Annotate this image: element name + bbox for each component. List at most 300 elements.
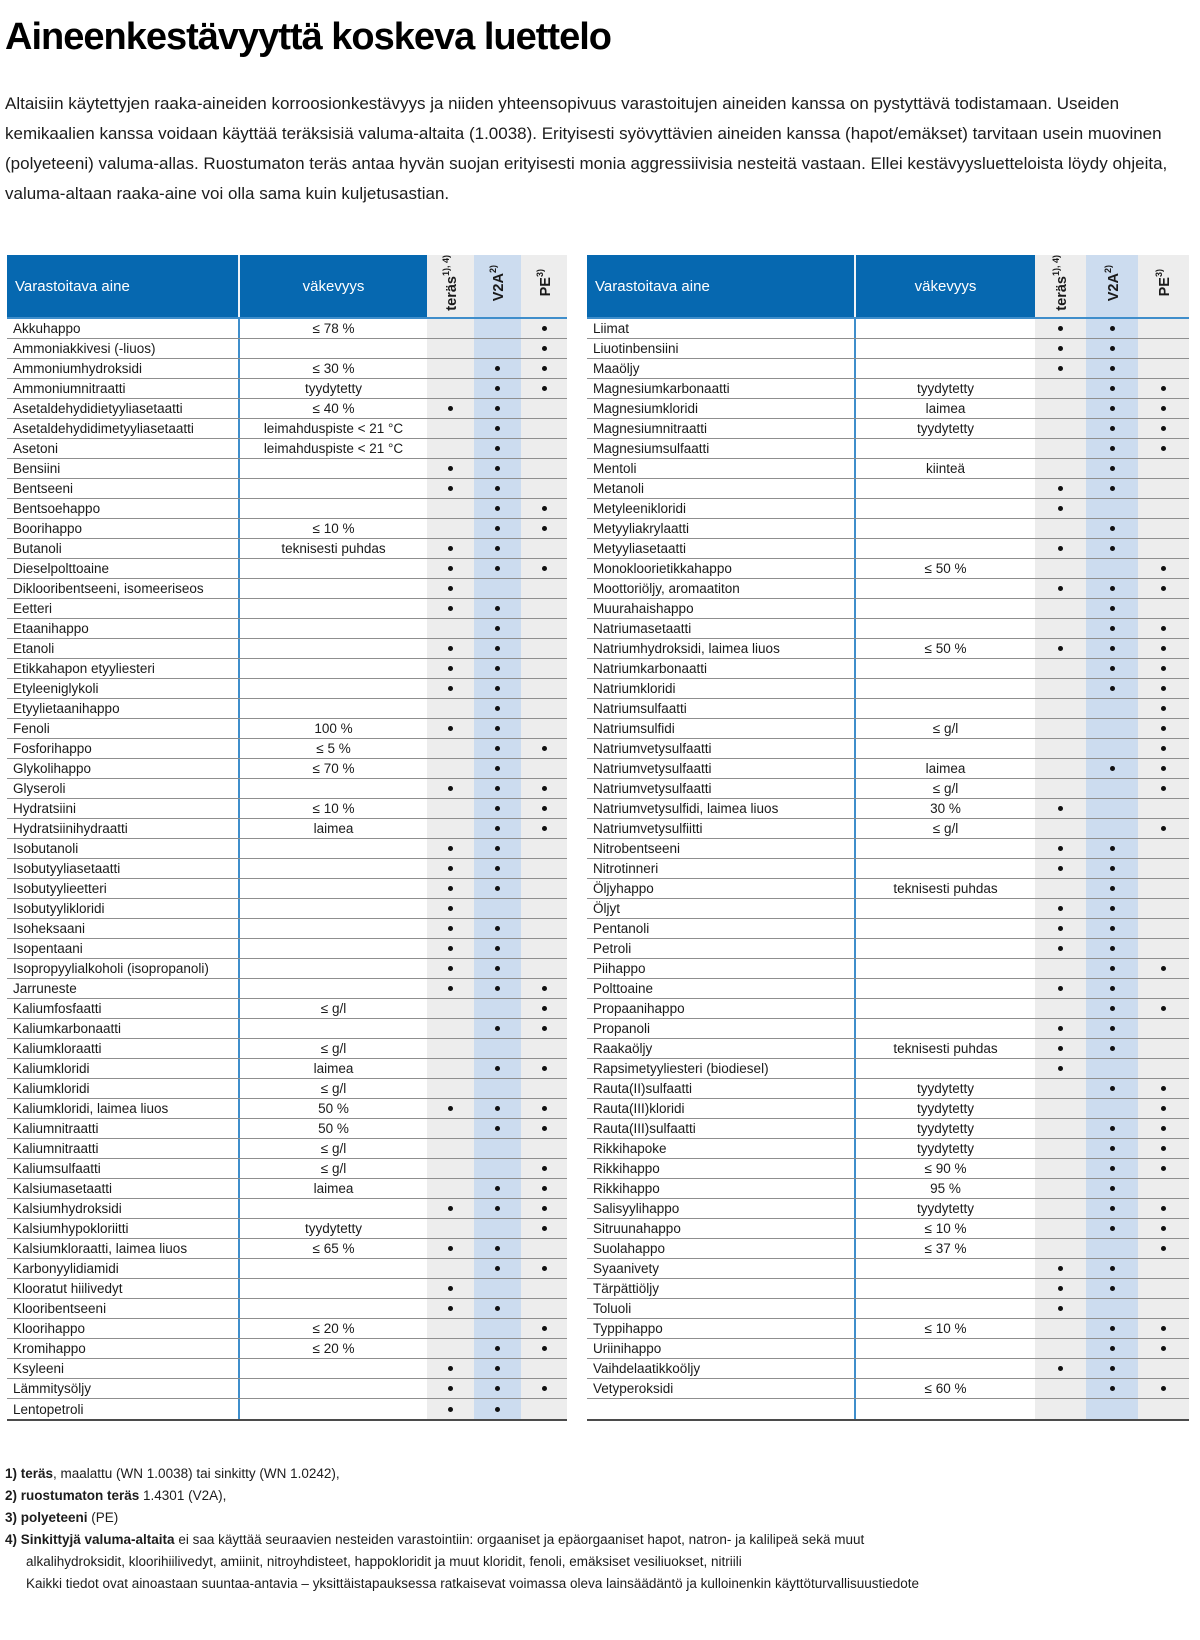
concentration-cell [854,659,1035,678]
compatibility-dot [1110,926,1115,931]
compatibility-dot [1110,1186,1115,1191]
substance-cell: Isopentaani [13,941,83,956]
substance-cell: Etyleeniglykoli [13,681,99,696]
table-row [587,1319,1189,1339]
compatibility-dot [1110,606,1115,611]
compatibility-dot [1058,1266,1063,1271]
substance-cell: Natriumvetysulfidi, laimea liuos [593,801,779,816]
substance-cell: Asetaldehydidimetyyliasetaatti [13,421,194,436]
compatibility-dot [1161,1106,1166,1111]
steel-cell [1035,1299,1086,1318]
steel-cell [1035,679,1086,698]
pe-cell [1138,979,1189,998]
pe-cell [521,559,567,578]
steel-cell [1035,739,1086,758]
concentration-cell [854,999,1035,1018]
concentration-cell [854,1339,1035,1358]
steel-cell [1035,1139,1086,1158]
substance-cell: Vetyperoksidi [593,1381,674,1396]
steel-cell [427,919,474,938]
pe-cell [1138,739,1189,758]
v2a-cell [1086,799,1138,818]
v2a-cell [1086,919,1138,938]
compatibility-dot [495,846,500,851]
table-row [587,719,1189,739]
substance-cell: Öljyt [593,901,620,916]
v2a-column-header [1086,255,1138,317]
concentration-cell: ≤ g/l [238,1079,427,1098]
steel-cell [427,479,474,498]
pe-cell [521,1279,567,1298]
v2a-cell [474,619,521,638]
substance-cell: Kaliumsulfaatti [13,1161,101,1176]
compatibility-dot [1110,1126,1115,1131]
concentration-cell: laimea [854,399,1035,418]
steel-cell [1035,539,1086,558]
pe-cell [1138,799,1189,818]
table-row [587,419,1189,439]
pe-cell [1138,559,1189,578]
compatibility-dot [1058,1366,1063,1371]
table-row [587,679,1189,699]
compatibility-dot [448,946,453,951]
compatibility-dot [542,806,547,811]
table-row [587,559,1189,579]
pe-cell [521,999,567,1018]
substance-cell: Raakaöljy [593,1041,653,1056]
substance-cell: Liimat [593,321,630,336]
table-row [587,699,1189,719]
compatibility-dot [495,606,500,611]
substance-cell: Natriumvetysulfaatti [593,781,712,796]
substance-cell: Natriumasetaatti [593,621,692,636]
v2a-cell [1086,619,1138,638]
footnote-line [5,1507,1192,1529]
pe-cell [521,339,567,358]
compatibility-dot [1058,366,1063,371]
steel-cell [427,459,474,478]
v2a-cell [1086,719,1138,738]
compatibility-dot [495,1266,500,1271]
substance-cell: Isobutanoli [13,841,79,856]
compatibility-dot [1058,1046,1063,1051]
steel-column-header [427,255,474,317]
substance-cell: Piihappo [593,961,646,976]
v2a-cell [474,439,521,458]
substance-cell: Rauta(II)sulfaatti [593,1081,693,1096]
compatibility-dot [448,1386,453,1391]
table-row [7,439,567,459]
table-row [7,999,567,1019]
table-row [587,1399,1189,1419]
steel-cell [427,1139,474,1158]
compatibility-dot [495,1246,500,1251]
pe-cell [1138,519,1189,538]
compatibility-dot [1110,1226,1115,1231]
pe-cell [521,1079,567,1098]
pe-cell [1138,1099,1189,1118]
substance-cell: Magnesiumkarbonaatti [593,381,730,396]
v2a-cell [1086,499,1138,518]
concentration-cell: tyydytetty [854,419,1035,438]
table-row [587,619,1189,639]
steel-cell [1035,319,1086,338]
table-row [587,919,1189,939]
compatibility-dot [448,586,453,591]
compatibility-dot [495,506,500,511]
steel-cell [1035,1039,1086,1058]
compatibility-dot [448,1306,453,1311]
concentration-cell: teknisesti puhdas [854,1039,1035,1058]
table-row [7,479,567,499]
steel-cell [1035,1319,1086,1338]
pe-cell [521,519,567,538]
steel-cell [427,739,474,758]
compatibility-dot [1161,586,1166,591]
v2a-cell [474,359,521,378]
table-row [587,639,1189,659]
substance-cell: Natriumvetysulfiitti [593,821,703,836]
compatibility-dot [448,606,453,611]
steel-cell [1035,1159,1086,1178]
compatibility-tables [7,255,1192,1421]
pe-cell [1138,399,1189,418]
compatibility-dot [1161,826,1166,831]
concentration-cell [854,1019,1035,1038]
compatibility-dot [495,646,500,651]
substance-cell: Asetaldehydidietyyliasetaatti [13,401,183,416]
substance-cell: Asetoni [13,441,59,456]
steel-cell [427,1059,474,1078]
concentration-cell: laimea [238,1179,427,1198]
table-row [587,759,1189,779]
material-label: PE [1156,277,1173,297]
table-row [7,759,567,779]
compatibility-dot [1110,486,1115,491]
substance-cell: Isobutyylieetteri [13,881,107,896]
pe-cell [521,1059,567,1078]
footnote-bold: 2) ruostumaton teräs [5,1488,140,1503]
pe-cell [521,1379,567,1398]
pe-cell [1138,1119,1189,1138]
compatibility-dot [495,1386,500,1391]
substance-cell: Liuotinbensiini [593,341,679,356]
compatibility-dot [495,706,500,711]
table-row [7,1059,567,1079]
v2a-cell [1086,839,1138,858]
compatibility-dot [542,1166,547,1171]
v2a-cell [474,1159,521,1178]
substance-cell: Öljyhappo [593,881,654,896]
compatibility-dot [1161,1326,1166,1331]
page-title: Aineenkestävyyttä koskeva luettelo [5,16,611,58]
pe-cell [1138,819,1189,838]
compatibility-dot [1161,446,1166,451]
concentration-cell [238,559,427,578]
steel-cell [427,999,474,1018]
pe-cell [1138,679,1189,698]
table-row [7,639,567,659]
steel-cell [427,539,474,558]
steel-cell [427,559,474,578]
pe-cell [1138,379,1189,398]
compatibility-dot [542,386,547,391]
concentration-cell: ≤ 10 % [238,519,427,538]
compatibility-dot [542,786,547,791]
table-row [587,979,1189,999]
substance-cell: Eetteri [13,601,53,616]
steel-cell [427,1399,474,1419]
concentration-cell: ≤ 37 % [854,1239,1035,1258]
steel-cell [1035,699,1086,718]
table-row [587,1339,1189,1359]
steel-cell [1035,459,1086,478]
compatibility-dot [1058,1306,1063,1311]
compatibility-dot [495,466,500,471]
v2a-cell [474,1359,521,1378]
compatibility-dot [495,786,500,791]
pe-cell [1138,1319,1189,1338]
pe-cell [521,759,567,778]
compatibility-dot [448,1286,453,1291]
compatibility-dot [1110,446,1115,451]
pe-column-label [535,269,554,296]
steel-cell [427,1199,474,1218]
v2a-cell [474,499,521,518]
v2a-cell [474,1139,521,1158]
v2a-cell [474,399,521,418]
v2a-cell [1086,859,1138,878]
substance-cell: Sitruunahappo [593,1221,681,1236]
footnote-text: (PE) [87,1510,119,1525]
substance-cell: Hydratsiinihydraatti [13,821,128,836]
steel-cell [1035,359,1086,378]
compatibility-dot [495,366,500,371]
table-row [7,819,567,839]
substance-cell: Rapsimetyyliesteri (biodiesel) [593,1061,769,1076]
concentration-cell [854,519,1035,538]
compatibility-dot [542,1006,547,1011]
compatibility-dot [448,986,453,991]
footnote-text: Kaikki tiedot ovat ainoastaan suuntaa-antavia – yksittäistapauksessa ratkaisevat voimassa oleva lainsäädäntö ja kulloinenkin käyttöturvallisuustiedote [26,1576,920,1591]
concentration-cell: ≤ g/l [238,1139,427,1158]
compatibility-dot [448,1206,453,1211]
concentration-cell: ≤ g/l [238,999,427,1018]
pe-cell [1138,1359,1189,1378]
v2a-cell [474,1339,521,1358]
compatibility-dot [1110,686,1115,691]
pe-cell [521,1299,567,1318]
v2a-cell [474,1179,521,1198]
table-row [7,579,567,599]
concentration-cell: laimea [238,819,427,838]
substance-cell: Muurahaishappo [593,601,694,616]
compatibility-dot [1161,1006,1166,1011]
table-row [7,899,567,919]
compatibility-dot [1058,946,1063,951]
concentration-cell [854,339,1035,358]
compatibility-dot [1110,1026,1115,1031]
v2a-cell [474,959,521,978]
compatibility-dot [1161,706,1166,711]
substance-cell: Isobutyylikloridi [13,901,105,916]
compatibility-dot [1161,426,1166,431]
table-row [587,799,1189,819]
compatibility-dot [542,1266,547,1271]
steel-cell [1035,779,1086,798]
v2a-cell [474,919,521,938]
concentration-cell: laimea [854,759,1035,778]
v2a-cell [1086,999,1138,1018]
pe-cell [1138,419,1189,438]
pe-cell [521,699,567,718]
compatibility-dot [1058,1286,1063,1291]
compatibility-dot [542,366,547,371]
v2a-cell [474,659,521,678]
concentration-cell [854,479,1035,498]
v2a-cell [1086,419,1138,438]
pe-column-header [521,255,567,317]
table-row [7,419,567,439]
pe-cell [521,1099,567,1118]
concentration-cell [238,599,427,618]
table-row [7,1099,567,1119]
v2a-cell [1086,1219,1138,1238]
concentration-cell: tyydytetty [854,1139,1035,1158]
substance-cell: Moottoriöljy, aromaatiton [593,581,740,596]
v2a-cell [474,719,521,738]
compatibility-dot [495,446,500,451]
table-row [587,1039,1189,1059]
compatibility-dot [448,866,453,871]
pe-cell [521,1239,567,1258]
substance-cell [587,1399,854,1419]
substance-cell: Propanoli [593,1021,651,1036]
concentration-cell: ≤ 65 % [238,1239,427,1258]
v2a-cell [1086,439,1138,458]
compatibility-dot [495,1407,500,1412]
v2a-cell [474,539,521,558]
compatibility-dot [1161,1386,1166,1391]
substance-cell: Isobutyyliasetaatti [13,861,121,876]
concentration-cell [238,579,427,598]
table-row [587,1359,1189,1379]
concentration-cell [238,459,427,478]
pe-cell [521,379,567,398]
steel-cell [1035,939,1086,958]
substance-cell: Kalsiumkloraatti, laimea liuos [13,1241,188,1256]
compatibility-dot [448,406,453,411]
compatibility-dot [495,726,500,731]
steel-cell [427,759,474,778]
concentration-cell [854,619,1035,638]
concentration-cell [854,1299,1035,1318]
compatibility-dot [542,986,547,991]
substance-cell: Pentanoli [593,921,650,936]
table-row [7,1019,567,1039]
table-row [587,1279,1189,1299]
compatibility-dot [1110,326,1115,331]
compatibility-dot [495,886,500,891]
table-header-row [587,255,1189,319]
compatibility-dot [448,486,453,491]
concentration-cell [854,919,1035,938]
concentration-cell [854,979,1035,998]
substance-cell: Fosforihappo [13,741,92,756]
table-row [587,1079,1189,1099]
substance-cell: Syaanivety [593,1261,660,1276]
steel-cell [427,339,474,358]
v2a-column-label [488,265,507,301]
pe-cell [1138,939,1189,958]
v2a-cell [1086,1399,1138,1419]
concentration-cell [238,1279,427,1298]
compatibility-dot [448,886,453,891]
pe-cell [1138,1299,1189,1318]
compatibility-dot [448,966,453,971]
compatibility-dot [1110,1286,1115,1291]
pe-cell [521,1119,567,1138]
compatibility-dot [1161,1146,1166,1151]
footnote-reference: 2) [488,264,499,273]
substance-cell: Glykolihappo [13,761,92,776]
pe-cell [1138,1219,1189,1238]
pe-cell [1138,1179,1189,1198]
substance-cell: Kaliumnitraatti [13,1141,99,1156]
table-body [7,319,567,1419]
substance-cell: Mentoli [593,461,637,476]
steel-cell [427,959,474,978]
v2a-cell [1086,1139,1138,1158]
compatibility-dot [1161,746,1166,751]
pe-cell [521,659,567,678]
substance-cell: Kaliumkloridi, laimea liuos [13,1101,169,1116]
steel-cell [427,439,474,458]
v2a-cell [1086,319,1138,338]
compatibility-dot [1058,1066,1063,1071]
table-row [7,679,567,699]
steel-cell [427,859,474,878]
footnote-reference: 3) [534,269,545,278]
compatibility-dot [495,626,500,631]
v2a-cell [474,1119,521,1138]
concentration-cell: leimahduspiste < 21 °C [238,419,427,438]
v2a-cell [1086,759,1138,778]
v2a-cell [1086,979,1138,998]
concentration-column-header: väkevyys [854,255,1035,317]
concentration-cell [854,739,1035,758]
v2a-cell [1086,599,1138,618]
steel-cell [1035,1259,1086,1278]
substance-cell: Karbonyylidiamidi [13,1261,119,1276]
substance-cell: Metanoli [593,481,645,496]
table-row [587,859,1189,879]
compatibility-dot [448,906,453,911]
substance-cell: Monokloorietikkahappo [593,561,732,576]
compatibility-dot [1110,546,1115,551]
v2a-cell [474,679,521,698]
table-row [7,939,567,959]
steel-cell [1035,1359,1086,1378]
substance-cell: Rikkihappo [593,1181,660,1196]
concentration-cell [854,599,1035,618]
v2a-cell [474,599,521,618]
table-row [587,959,1189,979]
pe-cell [1138,439,1189,458]
compatibility-dot [495,866,500,871]
substance-cell: Maaöljy [593,361,640,376]
steel-cell [1035,1199,1086,1218]
